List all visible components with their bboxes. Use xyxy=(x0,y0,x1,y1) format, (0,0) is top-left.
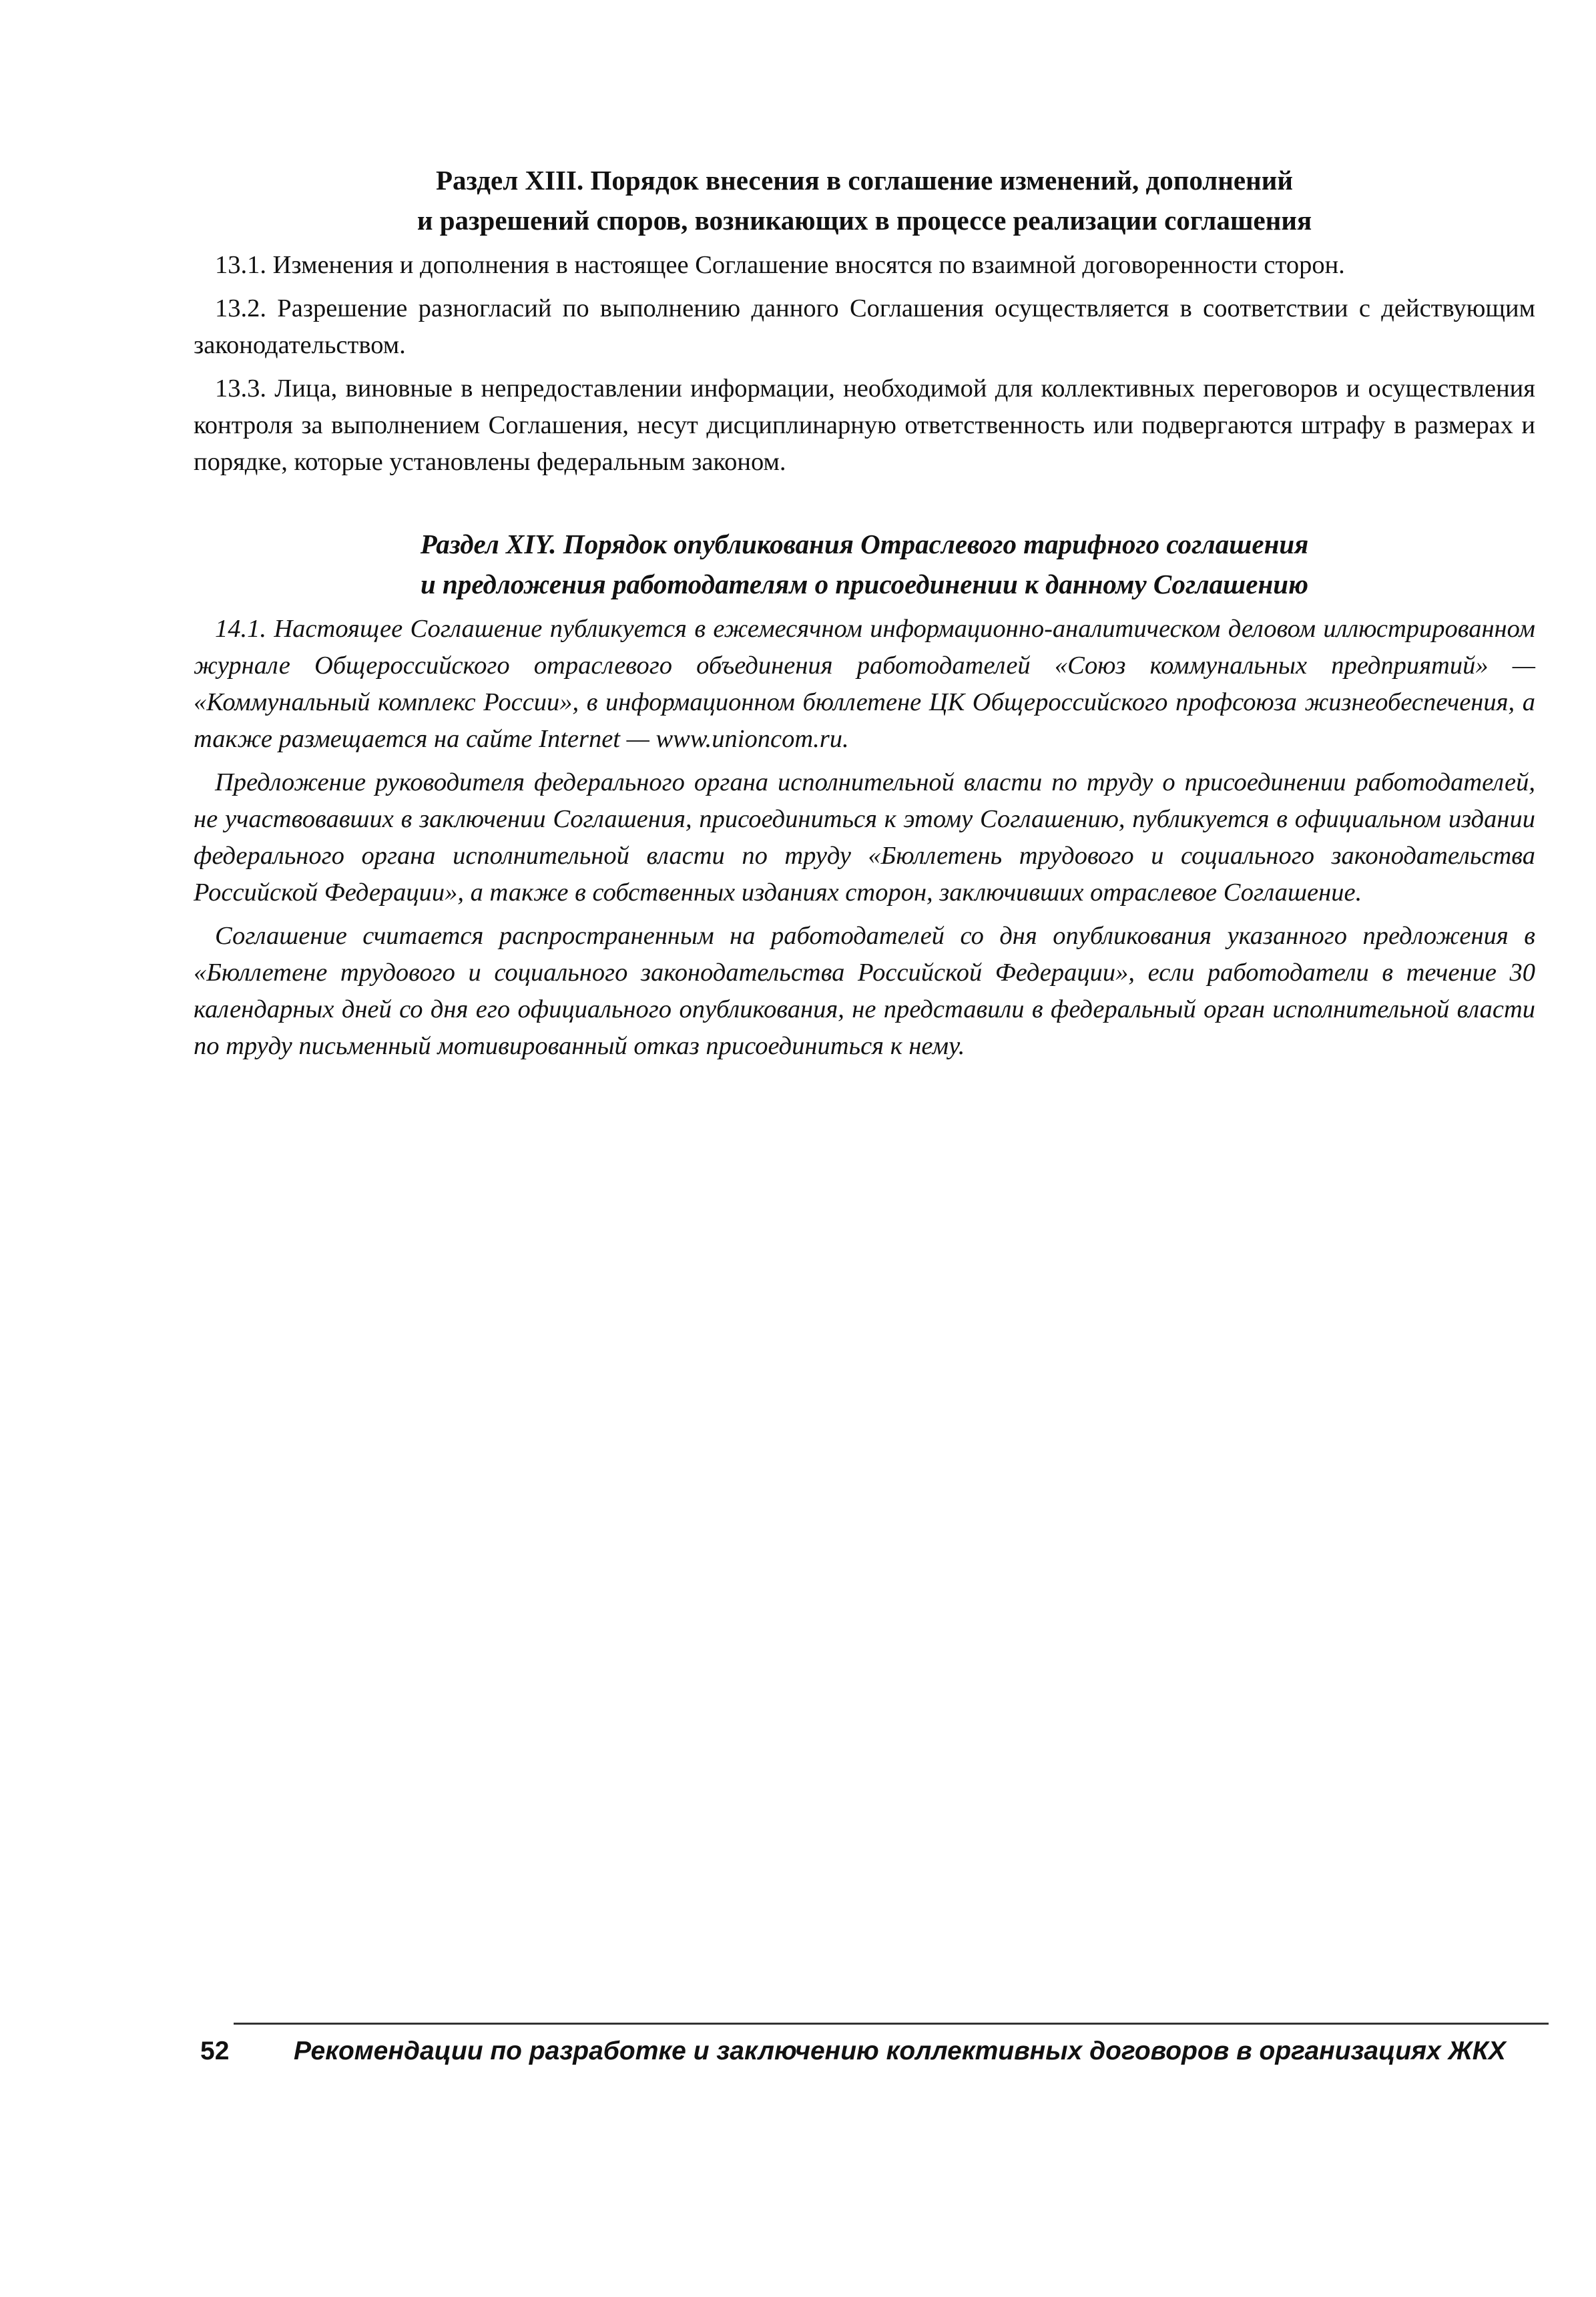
section-13-heading-line-1: Раздел XIII. Порядок внесения в соглашение изменений, дополнений xyxy=(436,165,1293,196)
document-page xyxy=(194,160,1535,1071)
paragraph-14-3: Соглашение считается распространенным на работодателей со дня опубликования указанного предложения в «Бюллетене трудового и социального законодательства Российской Федерации», если работодатели в течение 30 календарных дней со дня его официального опубликования, не представили в федеральный орган исполнительной власти по труду письменный мотивированный отказ присоединиться к нему. xyxy=(194,922,1535,1060)
paragraph-13-2: 13.2. Разрешение разногласий по выполнению данного Соглашения осуществляется в соответствии с действующим законодательством. xyxy=(194,294,1535,359)
page-number: 52 xyxy=(200,2037,230,2065)
footer-row xyxy=(194,2037,1549,2066)
section-gap xyxy=(194,487,1535,524)
paragraph-14-2: Предложение руководителя федерального органа исполнительной власти по труду о присоединении работодателей, не участвовавших в заключении Соглашения, присоединиться к этому Соглашению, публикуется в официальном издании федерального органа исполнительной власти по труду «Бюллетень трудового и социального законодательства Российской Федерации», а также в собственных изданиях сторон, заключивших отраслевое Соглашение. xyxy=(194,768,1535,907)
section-14-heading-line-2: и предложения работодателям о присоединении к данному Соглашению xyxy=(420,569,1309,599)
section-13-heading xyxy=(194,160,1535,240)
footer-title: Рекомендации по разработке и заключению коллективных договоров в организациях ЖКХ xyxy=(294,2037,1506,2065)
paragraph-13-3: 13.3. Лица, виновные в непредоставлении информации, необходимой для коллективных переговоров и осуществления контроля за выполнением Соглашения, несут дисциплинарную ответственность или подвергаются штрафу в размерах и порядке, которые установлены федеральным законом. xyxy=(194,374,1535,476)
section-13-heading-line-2: и разрешений споров, возникающих в процессе реализации соглашения xyxy=(417,205,1312,236)
page-footer xyxy=(194,2023,1549,2066)
paragraph-13-1: 13.1. Изменения и дополнения в настоящее Соглашение вносятся по взаимной договоренности сторон. xyxy=(215,251,1345,279)
section-14-heading-line-1: Раздел XIY. Порядок опубликования Отраслевого тарифного соглашения xyxy=(420,529,1309,559)
section-14-heading xyxy=(194,524,1535,604)
footer-divider xyxy=(234,2023,1549,2025)
paragraph-14-1: 14.1. Настоящее Соглашение публикуется в ежемесячном информационно-аналитическом деловом иллюстрированном журнале Общероссийского отраслевого объединения работодателей «Союз коммунальных предприятий» — «Коммунальный комплекс России», в информационном бюллетене ЦК Общероссийского профсоюза жизнеобеспечения, а также размещается на сайте Internet — www.unioncom.ru. xyxy=(194,615,1535,753)
